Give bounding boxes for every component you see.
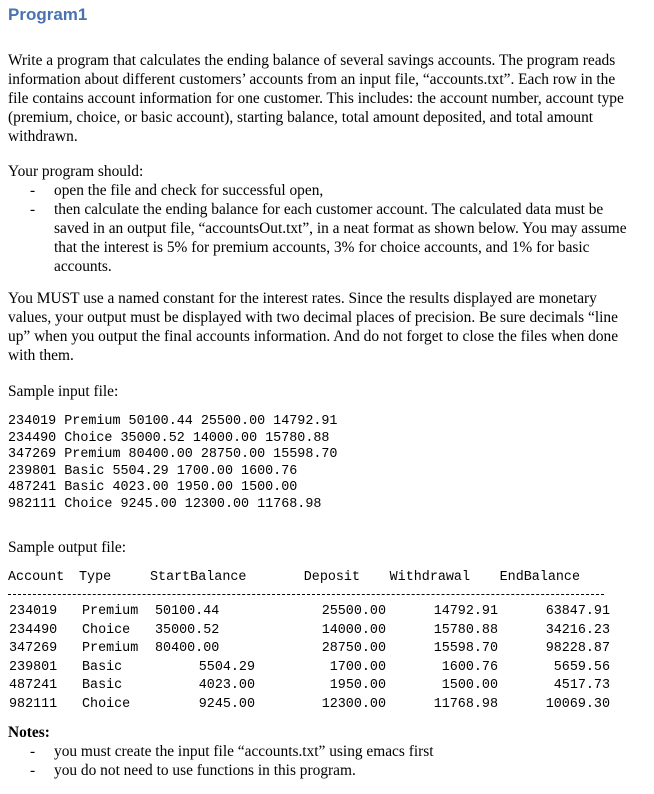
- table-row: [8, 640, 611, 659]
- cell-deposit: 12300.00: [321, 696, 386, 712]
- cell-type: Premium: [82, 604, 139, 619]
- cell-start-balance: 35000.52: [155, 622, 220, 638]
- note-item: [30, 742, 630, 761]
- input-line: 239801 Basic 5504.29 1700.00 1600.76: [8, 463, 298, 479]
- cell-deposit: 1950.00: [329, 678, 386, 694]
- cell-end-balance: 4517.73: [553, 678, 610, 694]
- cell-type: Premium: [82, 641, 139, 657]
- table-row: [8, 622, 611, 641]
- cell-start-balance: 50100.44: [155, 604, 220, 619]
- cell-withdrawal: 15598.70: [433, 641, 498, 657]
- header-deposit: Deposit: [303, 570, 360, 585]
- header-type: Type: [79, 570, 112, 585]
- cell-withdrawal: 15780.88: [433, 622, 498, 638]
- constraints-paragraph: You MUST use a named constant for the interest rates. Since the results displayed are monetary values, your output must be displayed with two decimal places of precision. Be sure decimals “line up” when you output the final accounts information. And do not forget to close the files when done with them.: [8, 290, 619, 364]
- cell-deposit: 1700.00: [329, 659, 386, 675]
- cell-deposit: 25500.00: [321, 604, 386, 619]
- cell-type: Choice: [82, 696, 131, 712]
- header-withdrawal: Withdrawal: [389, 570, 470, 585]
- table-row: [8, 659, 611, 678]
- cell-type: Basic: [82, 659, 123, 675]
- cell-start-balance: 80400.00: [155, 641, 220, 657]
- cell-withdrawal: 1500.00: [441, 678, 498, 694]
- cell-type: Choice: [82, 622, 131, 638]
- sample-input-block: [8, 414, 337, 514]
- sample-output-label: Sample output file:: [8, 539, 126, 556]
- note-text: you must create the input file “accounts.txt” using emacs first: [54, 743, 434, 760]
- dashed-divider: [8, 594, 604, 595]
- notes-heading: Notes:: [8, 724, 50, 741]
- table-row: [8, 677, 611, 696]
- input-line: 234490 Choice 35000.52 14000.00 15780.88: [8, 430, 330, 446]
- cell-start-balance: 4023.00: [198, 678, 255, 694]
- requirement-item: [30, 200, 630, 276]
- cell-account: 239801: [9, 659, 58, 675]
- requirement-item: [30, 181, 630, 200]
- cell-account: 234490: [9, 622, 58, 638]
- notes-list: [30, 742, 630, 780]
- requirements-heading: Your program should:: [8, 163, 144, 180]
- requirements-list: [30, 181, 630, 276]
- table-row: [8, 696, 611, 715]
- cell-end-balance: 63847.91: [545, 604, 610, 619]
- header-start-balance: StartBalance: [150, 570, 247, 585]
- intro-paragraph: Write a program that calculates the ending balance of several savings accounts. The program reads information about different customers’ accounts from an input file, “accounts.txt”. Each row in the file contains account information for one customer. This includes: the account number, account type (premium, choice, or basic account), starting balance, total amount deposited, and total amount withdrawn.: [8, 52, 624, 145]
- cell-deposit: 14000.00: [321, 622, 386, 638]
- header-account: Account: [8, 570, 65, 585]
- cell-withdrawal: 11768.98: [433, 696, 498, 712]
- note-text: you do not need to use functions in this program.: [54, 762, 356, 779]
- sample-input-label: Sample input file:: [8, 383, 119, 400]
- output-header-row: [8, 570, 580, 587]
- bullet-dash: -: [30, 762, 36, 779]
- input-line: 234019 Premium 50100.44 25500.00 14792.91: [8, 414, 338, 429]
- input-line: 982111 Choice 9245.00 12300.00 11768.98: [8, 496, 322, 512]
- input-line: 487241 Basic 4023.00 1950.00 1500.00: [8, 480, 298, 496]
- bullet-dash: -: [30, 201, 36, 218]
- cell-withdrawal: 14792.91: [433, 604, 498, 619]
- header-end-balance: EndBalance: [499, 570, 580, 585]
- bullet-dash: -: [30, 182, 36, 199]
- cell-start-balance: 5504.29: [198, 659, 255, 675]
- cell-account: 347269: [9, 641, 58, 657]
- cell-end-balance: 10069.30: [545, 696, 610, 712]
- bullet-dash: -: [30, 743, 36, 760]
- requirement-text: open the file and check for successful open,: [54, 182, 324, 199]
- cell-end-balance: 5659.56: [553, 659, 610, 675]
- output-table: [8, 603, 611, 715]
- page-title: Program1: [8, 5, 88, 24]
- cell-type: Basic: [82, 678, 123, 694]
- cell-start-balance: 9245.00: [198, 696, 255, 712]
- requirement-text: then calculate the ending balance for each customer account. The calculated data must be saved in an output file, “accountsOut.txt”, in a neat format as shown below. You may assume that the interest is 5% for premium accounts, 3% for choice accounts, and 1% for basic accounts.: [54, 201, 627, 275]
- cell-withdrawal: 1600.76: [441, 659, 498, 675]
- note-item: [30, 761, 630, 780]
- cell-account: 487241: [9, 678, 58, 694]
- table-row: [8, 603, 611, 622]
- cell-end-balance: 34216.23: [545, 622, 610, 638]
- output-header-table: [8, 570, 580, 587]
- cell-end-balance: 98228.87: [545, 641, 610, 657]
- cell-account: 982111: [9, 696, 58, 712]
- cell-deposit: 28750.00: [321, 641, 386, 657]
- cell-account: 234019: [9, 604, 58, 619]
- input-line: 347269 Premium 80400.00 28750.00 15598.70: [8, 447, 338, 463]
